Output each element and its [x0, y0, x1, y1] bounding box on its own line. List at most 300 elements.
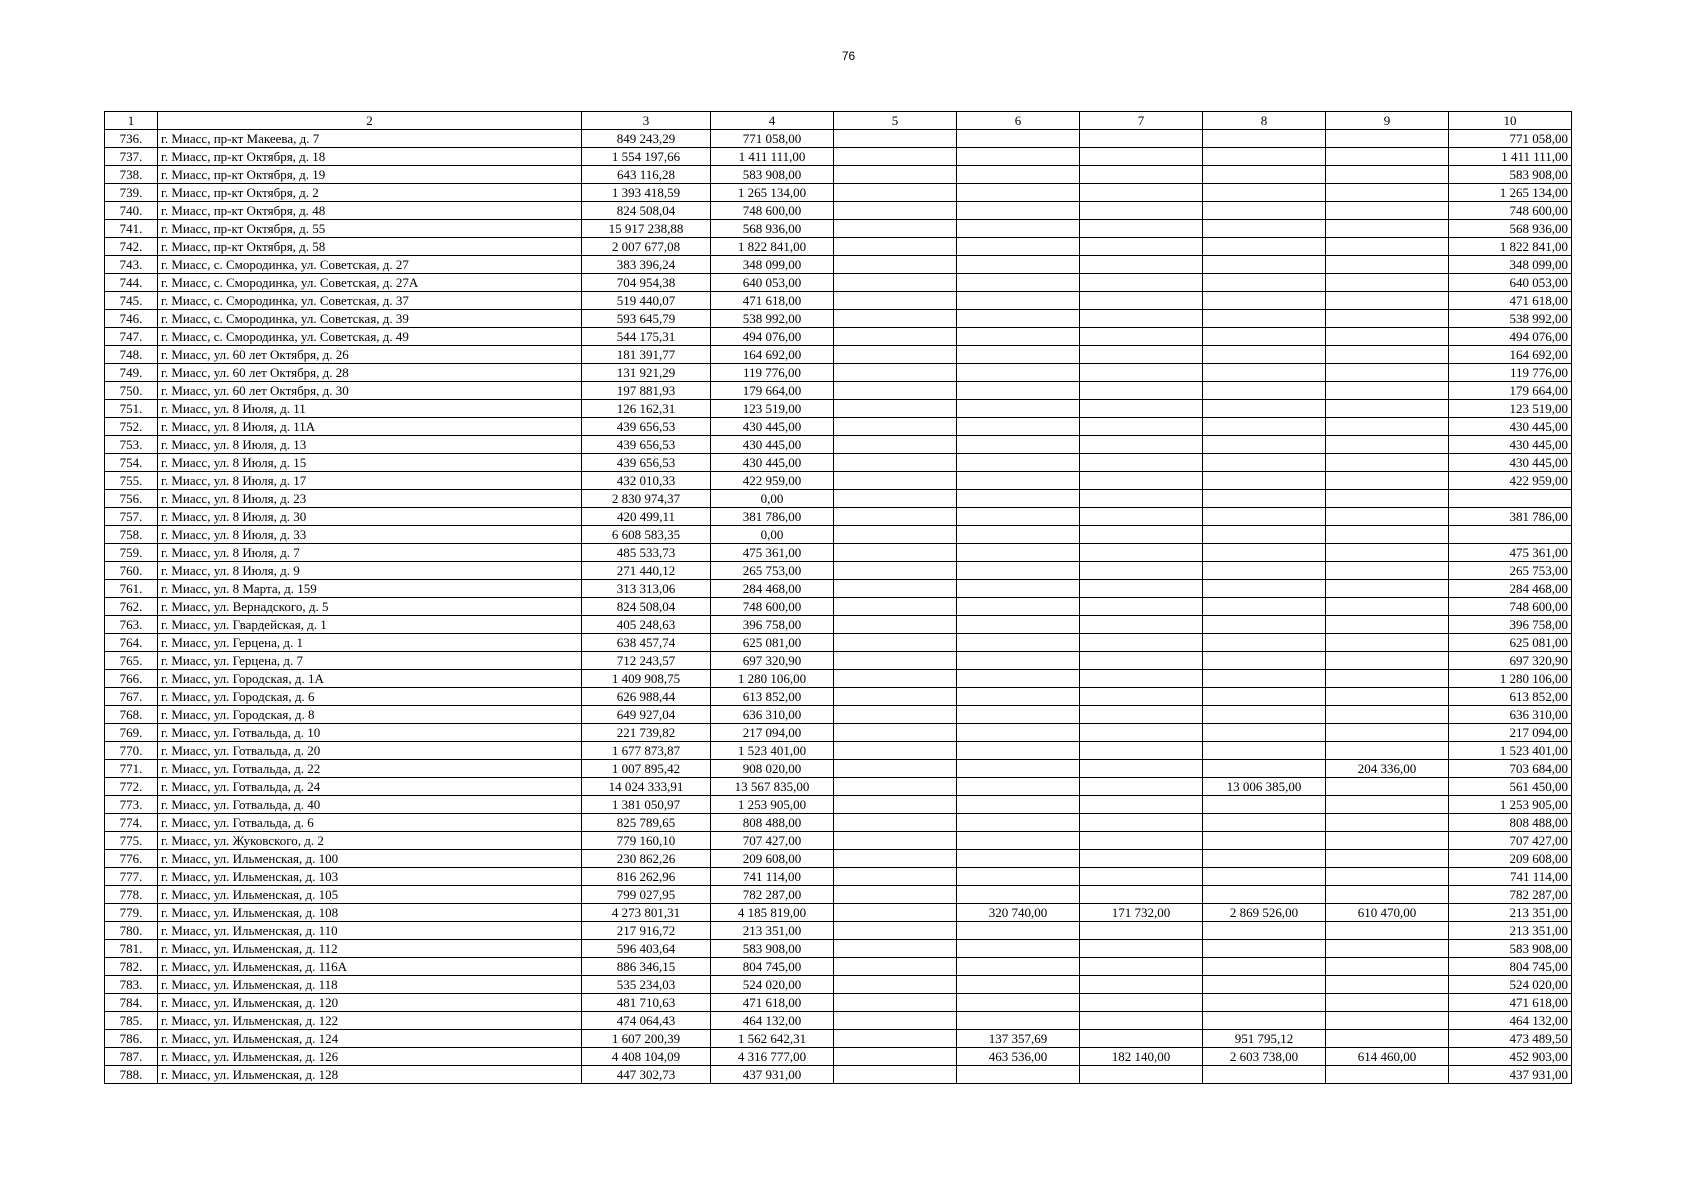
col3-cell: 519 440,07	[582, 292, 711, 310]
col6-cell	[957, 1012, 1080, 1030]
col9-cell	[1326, 220, 1449, 238]
col3-cell: 1 554 197,66	[582, 148, 711, 166]
col10-cell: 217 094,00	[1449, 724, 1572, 742]
address-cell: г. Миасс, ул. Ильменская, д. 122	[158, 1012, 582, 1030]
col5-cell	[834, 706, 957, 724]
col9-cell	[1326, 724, 1449, 742]
col8-cell	[1203, 886, 1326, 904]
col4-cell: 471 618,00	[711, 292, 834, 310]
table-row	[105, 904, 1572, 922]
col8-cell	[1203, 994, 1326, 1012]
col5-cell	[834, 418, 957, 436]
col8-cell	[1203, 544, 1326, 562]
col4-cell: 213 351,00	[711, 922, 834, 940]
col9-cell	[1326, 238, 1449, 256]
col7-cell	[1080, 634, 1203, 652]
col3-cell: 626 988,44	[582, 688, 711, 706]
table-row	[105, 1030, 1572, 1048]
col3-cell: 2 830 974,37	[582, 490, 711, 508]
column-header: 1	[105, 112, 158, 130]
col4-cell: 625 081,00	[711, 634, 834, 652]
row-number-cell: 761.	[105, 580, 158, 598]
address-cell: г. Миасс, ул. Ильменская, д. 116А	[158, 958, 582, 976]
col7-cell	[1080, 814, 1203, 832]
col4-cell: 583 908,00	[711, 166, 834, 184]
col5-cell	[834, 328, 957, 346]
col4-cell: 771 058,00	[711, 130, 834, 148]
col10-cell: 396 758,00	[1449, 616, 1572, 634]
row-number-cell: 777.	[105, 868, 158, 886]
col8-cell	[1203, 958, 1326, 976]
row-number-cell: 773.	[105, 796, 158, 814]
row-number-cell: 765.	[105, 652, 158, 670]
col9-cell	[1326, 598, 1449, 616]
col7-cell	[1080, 418, 1203, 436]
col10-cell: 636 310,00	[1449, 706, 1572, 724]
col7-cell	[1080, 490, 1203, 508]
table-row	[105, 670, 1572, 688]
col9-cell	[1326, 490, 1449, 508]
row-number-cell: 769.	[105, 724, 158, 742]
col6-cell	[957, 220, 1080, 238]
table-row	[105, 544, 1572, 562]
col8-cell	[1203, 706, 1326, 724]
col7-cell	[1080, 292, 1203, 310]
col3-cell: 221 739,82	[582, 724, 711, 742]
col5-cell	[834, 436, 957, 454]
col9-cell	[1326, 346, 1449, 364]
row-number-cell: 778.	[105, 886, 158, 904]
col10-cell: 1 822 841,00	[1449, 238, 1572, 256]
address-cell: г. Миасс, ул. Жуковского, д. 2	[158, 832, 582, 850]
col8-cell	[1203, 148, 1326, 166]
col9-cell	[1326, 670, 1449, 688]
col5-cell	[834, 256, 957, 274]
col9-cell	[1326, 616, 1449, 634]
col3-cell: 4 273 801,31	[582, 904, 711, 922]
table-row	[105, 814, 1572, 832]
address-cell: г. Миасс, ул. Гвардейская, д. 1	[158, 616, 582, 634]
col8-cell	[1203, 832, 1326, 850]
col4-cell: 908 020,00	[711, 760, 834, 778]
address-cell: г. Миасс, ул. Ильменская, д. 100	[158, 850, 582, 868]
col3-cell: 230 862,26	[582, 850, 711, 868]
col6-cell	[957, 616, 1080, 634]
col6-cell	[957, 922, 1080, 940]
col10-cell: 1 280 106,00	[1449, 670, 1572, 688]
col10-cell: 808 488,00	[1449, 814, 1572, 832]
col7-cell	[1080, 598, 1203, 616]
col8-cell	[1203, 490, 1326, 508]
col6-cell	[957, 166, 1080, 184]
col5-cell	[834, 310, 957, 328]
col7-cell	[1080, 256, 1203, 274]
col9-cell	[1326, 364, 1449, 382]
col4-cell: 1 253 905,00	[711, 796, 834, 814]
col3-cell: 1 381 050,97	[582, 796, 711, 814]
col7-cell	[1080, 1030, 1203, 1048]
row-number-cell: 753.	[105, 436, 158, 454]
address-cell: г. Миасс, пр-кт Октября, д. 58	[158, 238, 582, 256]
row-number-cell: 758.	[105, 526, 158, 544]
address-cell: г. Миасс, ул. Ильменская, д. 108	[158, 904, 582, 922]
row-number-cell: 776.	[105, 850, 158, 868]
col3-cell: 535 234,03	[582, 976, 711, 994]
col9-cell	[1326, 310, 1449, 328]
col8-cell	[1203, 508, 1326, 526]
row-number-cell: 741.	[105, 220, 158, 238]
table-row	[105, 238, 1572, 256]
col7-cell	[1080, 742, 1203, 760]
table-row	[105, 148, 1572, 166]
col6-cell	[957, 382, 1080, 400]
col10-cell: 265 753,00	[1449, 562, 1572, 580]
table-row	[105, 1066, 1572, 1084]
col5-cell	[834, 850, 957, 868]
col6-cell	[957, 796, 1080, 814]
row-number-cell: 746.	[105, 310, 158, 328]
row-number-cell: 757.	[105, 508, 158, 526]
col7-cell	[1080, 886, 1203, 904]
table-row	[105, 580, 1572, 598]
table-row	[105, 274, 1572, 292]
col7-cell	[1080, 652, 1203, 670]
address-cell: г. Миасс, ул. 60 лет Октября, д. 28	[158, 364, 582, 382]
address-cell: г. Миасс, ул. Городская, д. 8	[158, 706, 582, 724]
col10-cell: 213 351,00	[1449, 904, 1572, 922]
col9-cell	[1326, 922, 1449, 940]
col10-cell: 422 959,00	[1449, 472, 1572, 490]
col3-cell: 217 916,72	[582, 922, 711, 940]
col4-cell: 437 931,00	[711, 1066, 834, 1084]
col10-cell: 284 468,00	[1449, 580, 1572, 598]
col4-cell: 471 618,00	[711, 994, 834, 1012]
col8-cell	[1203, 760, 1326, 778]
row-number-cell: 786.	[105, 1030, 158, 1048]
col5-cell	[834, 220, 957, 238]
col5-cell	[834, 562, 957, 580]
row-number-cell: 774.	[105, 814, 158, 832]
row-number-cell: 751.	[105, 400, 158, 418]
col5-cell	[834, 814, 957, 832]
col3-cell: 14 024 333,91	[582, 778, 711, 796]
col5-cell	[834, 742, 957, 760]
col6-cell	[957, 688, 1080, 706]
col10-cell: 568 936,00	[1449, 220, 1572, 238]
col10-cell: 1 265 134,00	[1449, 184, 1572, 202]
col6-cell	[957, 202, 1080, 220]
col10-cell: 524 020,00	[1449, 976, 1572, 994]
table-row	[105, 130, 1572, 148]
col3-cell: 824 508,04	[582, 598, 711, 616]
col5-cell	[834, 238, 957, 256]
address-cell: г. Миасс, с. Смородинка, ул. Советская, д. 37	[158, 292, 582, 310]
col3-cell: 439 656,53	[582, 436, 711, 454]
table-row	[105, 166, 1572, 184]
col7-cell	[1080, 850, 1203, 868]
col6-cell	[957, 742, 1080, 760]
table-row	[105, 850, 1572, 868]
col8-cell	[1203, 562, 1326, 580]
table-row	[105, 184, 1572, 202]
address-cell: г. Миасс, пр-кт Октября, д. 48	[158, 202, 582, 220]
col8-cell	[1203, 184, 1326, 202]
address-cell: г. Миасс, ул. Готвальда, д. 20	[158, 742, 582, 760]
col9-cell	[1326, 634, 1449, 652]
address-cell: г. Миасс, ул. Городская, д. 6	[158, 688, 582, 706]
col3-cell: 1 007 895,42	[582, 760, 711, 778]
col7-cell	[1080, 400, 1203, 418]
row-number-cell: 740.	[105, 202, 158, 220]
table-row	[105, 742, 1572, 760]
table-row	[105, 886, 1572, 904]
col4-cell: 4 185 819,00	[711, 904, 834, 922]
table-row	[105, 328, 1572, 346]
col9-cell	[1326, 148, 1449, 166]
col10-cell: 471 618,00	[1449, 994, 1572, 1012]
col9-cell	[1326, 130, 1449, 148]
col6-cell	[957, 256, 1080, 274]
address-cell: г. Миасс, ул. 60 лет Октября, д. 30	[158, 382, 582, 400]
col6-cell	[957, 940, 1080, 958]
row-number-cell: 772.	[105, 778, 158, 796]
col8-cell: 2 869 526,00	[1203, 904, 1326, 922]
col10-cell: 430 445,00	[1449, 418, 1572, 436]
col3-cell: 131 921,29	[582, 364, 711, 382]
col9-cell	[1326, 994, 1449, 1012]
table-row	[105, 868, 1572, 886]
address-cell: г. Миасс, ул. Ильменская, д. 126	[158, 1048, 582, 1066]
col4-cell: 697 320,90	[711, 652, 834, 670]
col7-cell	[1080, 148, 1203, 166]
col7-cell	[1080, 184, 1203, 202]
table-row	[105, 436, 1572, 454]
address-cell: г. Миасс, ул. Ильменская, д. 118	[158, 976, 582, 994]
col9-cell: 610 470,00	[1326, 904, 1449, 922]
col10-cell: 464 132,00	[1449, 1012, 1572, 1030]
col6-cell	[957, 850, 1080, 868]
row-number-cell: 782.	[105, 958, 158, 976]
address-cell: г. Миасс, пр-кт Октября, д. 55	[158, 220, 582, 238]
table-row	[105, 364, 1572, 382]
col3-cell: 1 607 200,39	[582, 1030, 711, 1048]
col4-cell: 524 020,00	[711, 976, 834, 994]
col7-cell	[1080, 1066, 1203, 1084]
col9-cell	[1326, 166, 1449, 184]
col10-cell: 119 776,00	[1449, 364, 1572, 382]
col7-cell	[1080, 382, 1203, 400]
col4-cell: 808 488,00	[711, 814, 834, 832]
address-cell: г. Миасс, ул. Ильменская, д. 124	[158, 1030, 582, 1048]
row-number-cell: 747.	[105, 328, 158, 346]
row-number-cell: 750.	[105, 382, 158, 400]
col10-cell: 771 058,00	[1449, 130, 1572, 148]
col5-cell	[834, 688, 957, 706]
col4-cell: 381 786,00	[711, 508, 834, 526]
col6-cell	[957, 436, 1080, 454]
col10-cell: 697 320,90	[1449, 652, 1572, 670]
col7-cell	[1080, 220, 1203, 238]
col6-cell	[957, 598, 1080, 616]
table-row	[105, 382, 1572, 400]
col7-cell	[1080, 922, 1203, 940]
table-row	[105, 958, 1572, 976]
table-row	[105, 760, 1572, 778]
col5-cell	[834, 832, 957, 850]
col4-cell: 538 992,00	[711, 310, 834, 328]
col7-cell	[1080, 274, 1203, 292]
table-row	[105, 220, 1572, 238]
col10-cell: 179 664,00	[1449, 382, 1572, 400]
table-row	[105, 598, 1572, 616]
col8-cell	[1203, 652, 1326, 670]
row-number-cell: 752.	[105, 418, 158, 436]
col5-cell	[834, 760, 957, 778]
address-cell: г. Миасс, ул. 8 Июля, д. 30	[158, 508, 582, 526]
col9-cell	[1326, 706, 1449, 724]
col4-cell: 707 427,00	[711, 832, 834, 850]
col5-cell	[834, 202, 957, 220]
col5-cell	[834, 526, 957, 544]
col4-cell: 1 523 401,00	[711, 742, 834, 760]
col8-cell	[1203, 850, 1326, 868]
table-row	[105, 616, 1572, 634]
col3-cell: 181 391,77	[582, 346, 711, 364]
row-number-cell: 767.	[105, 688, 158, 706]
col7-cell	[1080, 688, 1203, 706]
col3-cell: 474 064,43	[582, 1012, 711, 1030]
col4-cell: 430 445,00	[711, 436, 834, 454]
col5-cell	[834, 184, 957, 202]
col7-cell	[1080, 868, 1203, 886]
col8-cell	[1203, 868, 1326, 886]
address-cell: г. Миасс, ул. 8 Марта, д. 159	[158, 580, 582, 598]
row-number-cell: 744.	[105, 274, 158, 292]
col10-cell: 613 852,00	[1449, 688, 1572, 706]
col10-cell: 561 450,00	[1449, 778, 1572, 796]
address-cell: г. Миасс, ул. Ильменская, д. 120	[158, 994, 582, 1012]
col5-cell	[834, 670, 957, 688]
col10-cell: 348 099,00	[1449, 256, 1572, 274]
address-cell: г. Миасс, ул. 8 Июля, д. 7	[158, 544, 582, 562]
column-header: 4	[711, 112, 834, 130]
table-row	[105, 1012, 1572, 1030]
address-cell: г. Миасс, пр-кт Октября, д. 2	[158, 184, 582, 202]
table-row	[105, 490, 1572, 508]
col4-cell: 568 936,00	[711, 220, 834, 238]
col7-cell	[1080, 994, 1203, 1012]
col3-cell: 439 656,53	[582, 454, 711, 472]
col5-cell	[834, 1048, 957, 1066]
col10-cell: 1 253 905,00	[1449, 796, 1572, 814]
col8-cell	[1203, 256, 1326, 274]
row-number-cell: 755.	[105, 472, 158, 490]
col7-cell	[1080, 526, 1203, 544]
col3-cell: 197 881,93	[582, 382, 711, 400]
col4-cell: 422 959,00	[711, 472, 834, 490]
col8-cell	[1203, 454, 1326, 472]
row-number-cell: 768.	[105, 706, 158, 724]
column-header: 10	[1449, 112, 1572, 130]
col6-cell	[957, 472, 1080, 490]
col8-cell	[1203, 400, 1326, 418]
col6-cell	[957, 346, 1080, 364]
col10-cell: 707 427,00	[1449, 832, 1572, 850]
col6-cell	[957, 130, 1080, 148]
row-number-cell: 756.	[105, 490, 158, 508]
address-cell: г. Миасс, ул. 8 Июля, д. 15	[158, 454, 582, 472]
col4-cell: 164 692,00	[711, 346, 834, 364]
address-cell: г. Миасс, ул. 8 Июля, д. 13	[158, 436, 582, 454]
row-number-cell: 759.	[105, 544, 158, 562]
col7-cell	[1080, 670, 1203, 688]
table-body	[105, 130, 1572, 1084]
col4-cell: 640 053,00	[711, 274, 834, 292]
col6-cell	[957, 148, 1080, 166]
table-row	[105, 346, 1572, 364]
col4-cell: 748 600,00	[711, 202, 834, 220]
address-cell: г. Миасс, ул. Ильменская, д. 110	[158, 922, 582, 940]
address-cell: г. Миасс, пр-кт Октября, д. 19	[158, 166, 582, 184]
table-row	[105, 310, 1572, 328]
col8-cell	[1203, 238, 1326, 256]
col4-cell: 123 519,00	[711, 400, 834, 418]
address-cell: г. Миасс, с. Смородинка, ул. Советская, д. 27	[158, 256, 582, 274]
table-row	[105, 724, 1572, 742]
col4-cell: 1 822 841,00	[711, 238, 834, 256]
col5-cell	[834, 616, 957, 634]
col5-cell	[834, 346, 957, 364]
col6-cell	[957, 454, 1080, 472]
col9-cell	[1326, 544, 1449, 562]
col3-cell: 1 393 418,59	[582, 184, 711, 202]
col9-cell	[1326, 580, 1449, 598]
col9-cell: 204 336,00	[1326, 760, 1449, 778]
col9-cell	[1326, 850, 1449, 868]
row-number-cell: 760.	[105, 562, 158, 580]
col5-cell	[834, 1066, 957, 1084]
col10-cell: 748 600,00	[1449, 598, 1572, 616]
col7-cell	[1080, 238, 1203, 256]
table-row	[105, 796, 1572, 814]
col6-cell	[957, 292, 1080, 310]
col6-cell	[957, 274, 1080, 292]
col5-cell	[834, 868, 957, 886]
address-cell: г. Миасс, ул. Вернадского, д. 5	[158, 598, 582, 616]
col10-cell: 164 692,00	[1449, 346, 1572, 364]
col6-cell	[957, 832, 1080, 850]
col8-cell	[1203, 634, 1326, 652]
col7-cell	[1080, 544, 1203, 562]
col9-cell	[1326, 778, 1449, 796]
col4-cell: 119 776,00	[711, 364, 834, 382]
col8-cell	[1203, 472, 1326, 490]
address-cell: г. Миасс, ул. Готвальда, д. 40	[158, 796, 582, 814]
col9-cell	[1326, 526, 1449, 544]
table-row	[105, 256, 1572, 274]
col8-cell	[1203, 328, 1326, 346]
col4-cell: 494 076,00	[711, 328, 834, 346]
column-header: 2	[158, 112, 582, 130]
col10-cell	[1449, 490, 1572, 508]
col9-cell	[1326, 328, 1449, 346]
page-number: 76	[841, 49, 856, 63]
col4-cell: 0,00	[711, 490, 834, 508]
row-number-cell: 771.	[105, 760, 158, 778]
col6-cell	[957, 652, 1080, 670]
col5-cell	[834, 778, 957, 796]
row-number-cell: 736.	[105, 130, 158, 148]
